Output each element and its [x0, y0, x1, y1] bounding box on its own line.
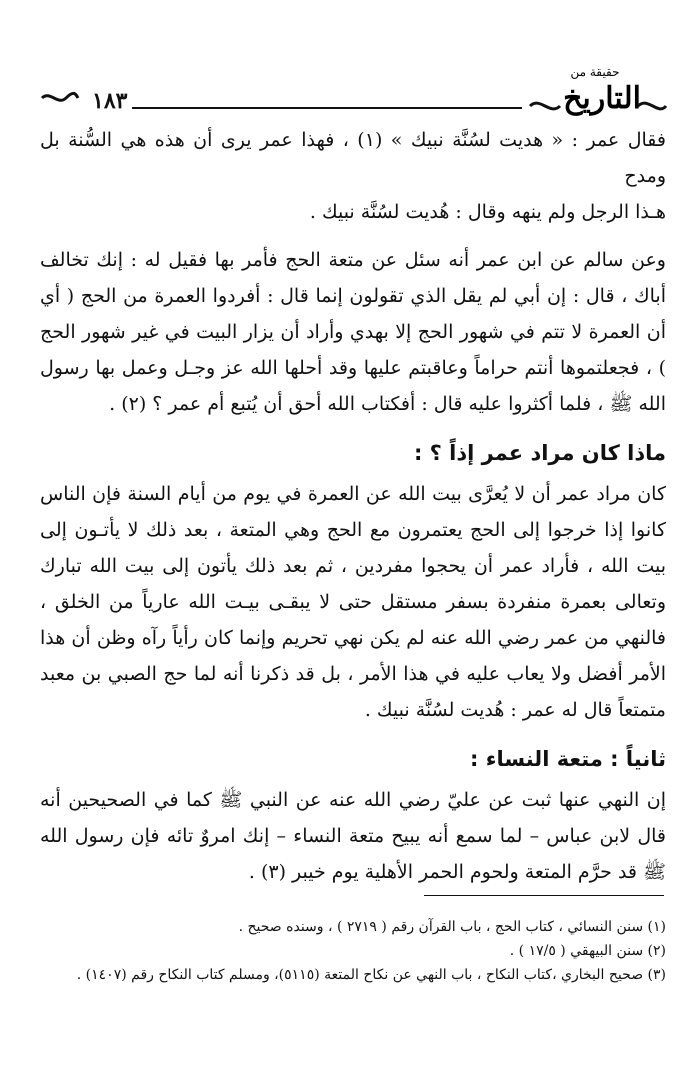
header-rule — [132, 107, 522, 109]
page-number: ١٨٣ — [92, 88, 128, 114]
header-ornament-icon — [40, 90, 80, 106]
paragraph-1-line-1: فقال عمر : « هديت لسُنَّة نبيك » (١) ، فهذا عمر يرى أن هذه هي السُّنة بل ومدح — [40, 129, 666, 187]
footnotes — [40, 915, 666, 987]
book-title-logo — [520, 62, 670, 122]
footnote-3: (٣) صحيح البخاري ،كتاب النكاح ، باب النهي عن نكاح المتعة (٥١١٥)، ومسلم كتاب النكاح رقم (١٤٠٧) . — [76, 967, 666, 983]
footnote-divider — [424, 895, 664, 896]
section-heading-2: ثانياً : متعة النساء : — [470, 747, 666, 771]
main-text — [40, 122, 666, 890]
section-heading-1: ماذا كان مراد عمر إذاً ؟ : — [413, 441, 666, 465]
paragraph-2: وعن سالم عن ابن عمر أنه سئل عن متعة الحج فأمر بها فقيل له : إنك تخالف أباك ، قال : إن أبي لم يقل الذي تقولون إنما قال : أفردوا العمرة من الحج ( أي أن العمرة لا تتم في شهور الحج إلا بهدي وأراد أن يزار البيت في غير شهور الحج ) ، فجعلتموها أنتم حراماً وعاقبتم عليها وقد أحلها الله عز وجـل وعمل بها رسول الله ﷺ ، فلما أكثروا عليه قال : أفكتاب الله أحق أن يُتبع أم عمر ؟ (٢) . — [40, 249, 666, 415]
book-title-large: التاريخ — [563, 81, 641, 116]
paragraph-4: إن النهي عنها ثبت عن عليّ رضي الله عنه عن النبي ﷺ كما في الصحيحين أنه قال لابن عباس – لما سمع أنه يبيح متعة النساء – إنك امروٌ تائه فإن رسول الله ﷺ قد حرَّم المتعة ولحوم الحمر الأهلية يوم خيبر (٣) . — [40, 789, 666, 883]
running-header — [40, 62, 670, 122]
footnote-1: (١) سنن النسائي ، كتاب الحج ، باب القرآن رقم ( ٢٧١٩ ) ، وسنده صحيح . — [238, 919, 666, 935]
footnote-2: (٢) سنن البيهقي ( ١٧/٥ ) . — [509, 943, 666, 959]
book-title-small: حقيقة من — [570, 65, 620, 79]
paragraph-3: كان مراد عمر أن لا يُعرَّى بيت الله عن العمرة في يوم من أيام السنة فإن الناس كانوا إذا خرجوا إلى الحج يعتمرون مع الحج وهي المتعة ، بعد ذلك لا يأتـون إلى بيت الله ، فأراد عمر أن يحجوا مفردين ، ثم بعد ذلك يأتون إلى بيت الله تبارك وتعالى بعمرة منفردة بسفر مستقل حتى لا يبقـى بيـت الله عارياً من الخلق ، فالنهي من عمر رضي الله عنه لم يكن نهي تحريم وإنما كان رأياً رآه وظن أن هذا الأمر أفضل ولا يعاب عليه في هذا الأمر ، بل قد ذكرنا أنه لما حج الصبي بن معبد متمتعاً قال له عمر : هُديت لسُنَّة نبيك . — [40, 483, 666, 721]
paragraph-1-line-2: هـذا الرجل ولم ينهه وقال : هُديت لسُنَّة نبيك . — [309, 201, 666, 223]
